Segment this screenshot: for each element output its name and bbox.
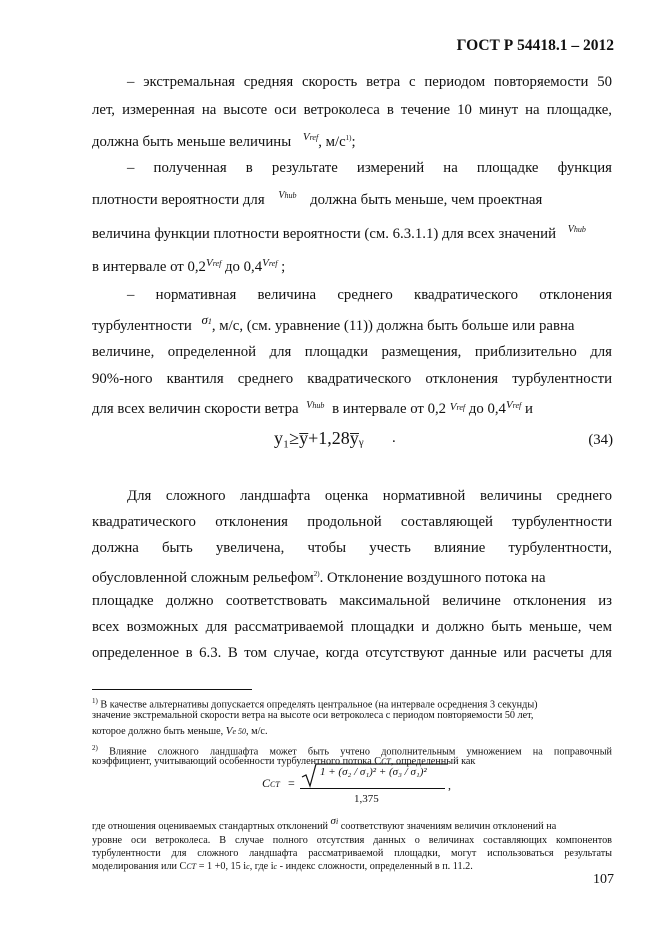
equation-34	[0, 428, 661, 458]
para3-line5-text-a: для всех величин скорости ветра	[92, 401, 299, 417]
para4-line5: площадке должно соответствовать максимальной величине отклонения из	[92, 593, 612, 609]
footnote-2-mark: 2)	[92, 744, 98, 752]
para3-line2-text-a: турбулентности	[92, 318, 192, 334]
ic-subscript: c	[273, 862, 278, 871]
para1-line3	[92, 128, 612, 154]
para4-line2: квадратического отклонения продольной составляющей турбулентности	[92, 514, 612, 530]
footnote-1-line3-text: которое должно быть меньше,	[92, 726, 224, 737]
para4-line6: всех возможных для рассматриваемой площадки и должно быть меньше, чем	[92, 619, 612, 635]
footnote-2-line4: уровне оси ветроколеса. В случае полного отсутствия данных о величинах составляющих компонентов	[92, 835, 612, 846]
fraction-bar	[300, 788, 445, 789]
v-hub-symbol: Vhub	[278, 190, 297, 201]
footnote-2-line3	[92, 815, 612, 833]
para2-line4-text-a: в интервале от 0,2	[92, 259, 206, 275]
sigma1-symbol: σ1	[201, 312, 212, 327]
para4-line4-text-b: . Отклонение воздушного потока на	[319, 569, 546, 586]
footnote-1-text: В качестве альтернативы допускается определять центральное (на интервале осреднения 3 секунды)	[100, 699, 538, 711]
formula-denominator: 1,375	[354, 793, 379, 805]
para4-line4-text-a: обусловленной сложным рельефом	[92, 569, 314, 586]
para3-line5	[92, 399, 612, 421]
document-header: ГОСТ Р 54418.1 – 2012	[456, 37, 614, 54]
footnote-2-line6	[92, 860, 612, 873]
equation-expression: y₁≥y̅+1,28y̅ᵧ	[274, 428, 364, 448]
para2-line2	[92, 190, 612, 212]
para2-line3-text: величина функции плотности вероятности (см. 6.3.1.1) для всех значений	[92, 226, 557, 242]
para3-line2-text-b: , м/с, (см. уравнение (11)) должна быть больше или равна	[211, 318, 575, 334]
equation-period: .	[392, 430, 396, 446]
sigma-i-symbol: σi	[330, 815, 339, 827]
para4-line3: должна быть увеличена, чтобы учесть влияние турбулентности,	[92, 540, 612, 556]
footnote-1-line2: значение экстремальной скорости ветра на высоте оси ветроколеса с периодом повторяемости 50 лет,	[92, 710, 534, 721]
footnote-2-line5: турбулентности для сложного ландшафта рассматриваемой площадки, могут использоваться результаты	[92, 848, 612, 859]
footnote-ref-2: 2)	[313, 570, 320, 578]
footnote-2-line6-text-a: моделирования или C	[92, 861, 187, 872]
para3-line2	[92, 312, 612, 338]
formula-comma: ,	[448, 778, 451, 792]
para1-line2: лет, измеренная на высоте оси ветроколеса в течение 10 минут на площадке,	[92, 102, 612, 118]
para4-line4	[92, 564, 612, 588]
footnote-separator	[92, 689, 252, 690]
para3-line5-text-b: в интервале от 0,2	[332, 401, 447, 417]
v-ref-symbol: Vref	[505, 399, 522, 411]
footnote-2-line2-text-b: , определенный как	[390, 756, 476, 767]
para1-line3-end: ;	[351, 133, 356, 150]
footnote-2-line6-text-b: = 1 +0, 15 i	[196, 861, 247, 872]
cct-formula	[262, 762, 462, 810]
v-hub-symbol: Vhub	[306, 400, 325, 411]
para3-line3: величине, определенной для площадки размещения, приблизительно для	[92, 344, 612, 360]
para3-line1: – нормативная величина среднего квадратического отклонения	[127, 287, 612, 303]
para4-line7: определенное в 6.3. В том случае, когда отсутствуют данные или расчеты для	[92, 645, 612, 661]
page-number: 107	[593, 872, 614, 887]
formula-lhs: CCT	[262, 776, 280, 790]
ve50-symbol: Ve 50	[225, 725, 247, 737]
para2-line4	[92, 257, 612, 279]
para1-line3-text: должна быть меньше величины	[92, 133, 292, 150]
footnote-2-line6-text-d: - индекс сложности, определенный в п. 11.2.	[277, 861, 473, 872]
para2-line2-text-b: должна быть меньше, чем проектная	[310, 192, 543, 208]
para2-line4-text-b: до 0,4	[225, 259, 263, 275]
footnote-2-line3-text-a: где отношения оцениваемых стандартных отклонений	[92, 821, 328, 832]
footnote-ref-1: 1)	[345, 134, 352, 142]
footnote-1-mark: 1)	[92, 697, 98, 705]
v-ref-symbol: Vref	[262, 257, 278, 269]
v-ref-symbol: Vref	[302, 130, 319, 143]
v-ref-symbol: Vref	[205, 257, 222, 269]
para2-line3	[92, 224, 612, 246]
footnote-1-line3	[92, 725, 612, 738]
para3-line5-text-d: и	[524, 401, 533, 417]
para2-line2-text-a: плотности вероятности для	[92, 192, 265, 208]
para4-line1: Для сложного ландшафта оценка нормативной величины среднего	[127, 488, 612, 504]
para1-line1: – экстремальная средняя скорость ветра с периодом повторяемости 50	[127, 74, 612, 90]
para3-line5-text-c: до 0,4	[468, 401, 506, 417]
footnote-2-text: Влияние сложного ландшафта может быть учтено дополнительным умножением на поправочный	[109, 746, 612, 758]
footnote-1-line3-unit: , м/с.	[246, 726, 268, 737]
formula-equals: =	[288, 776, 295, 790]
equation-number: (34)	[588, 432, 613, 448]
para2-line4-end: ;	[281, 259, 286, 275]
v-hub-symbol: Vhub	[567, 224, 586, 235]
footnote-2-line3-text-b: соответствуют значениям величин отклонений на	[340, 821, 557, 832]
para2-line1: – полученная в результате измерений на площадке функция	[127, 160, 612, 176]
formula-numerator: 1 + (σ₂ / σ₁)² + (σ₃ / σ₁)²	[320, 766, 427, 778]
cct-subscript: CT	[186, 862, 197, 871]
para1-line3-unit: , м/с	[318, 133, 346, 150]
cct-subscript: CT	[381, 757, 391, 766]
para3-line4: 90%-ного квантиля среднего квадратического отклонения турбулентности	[92, 371, 612, 387]
ic-subscript: c	[246, 862, 250, 871]
v-ref-symbol: Vref	[449, 401, 466, 413]
footnote-2-line6-text-c: , где i	[249, 861, 274, 872]
footnote-2-line2-text-a: коэффициент, учитывающий особенности турбулентного потока C	[92, 756, 382, 767]
